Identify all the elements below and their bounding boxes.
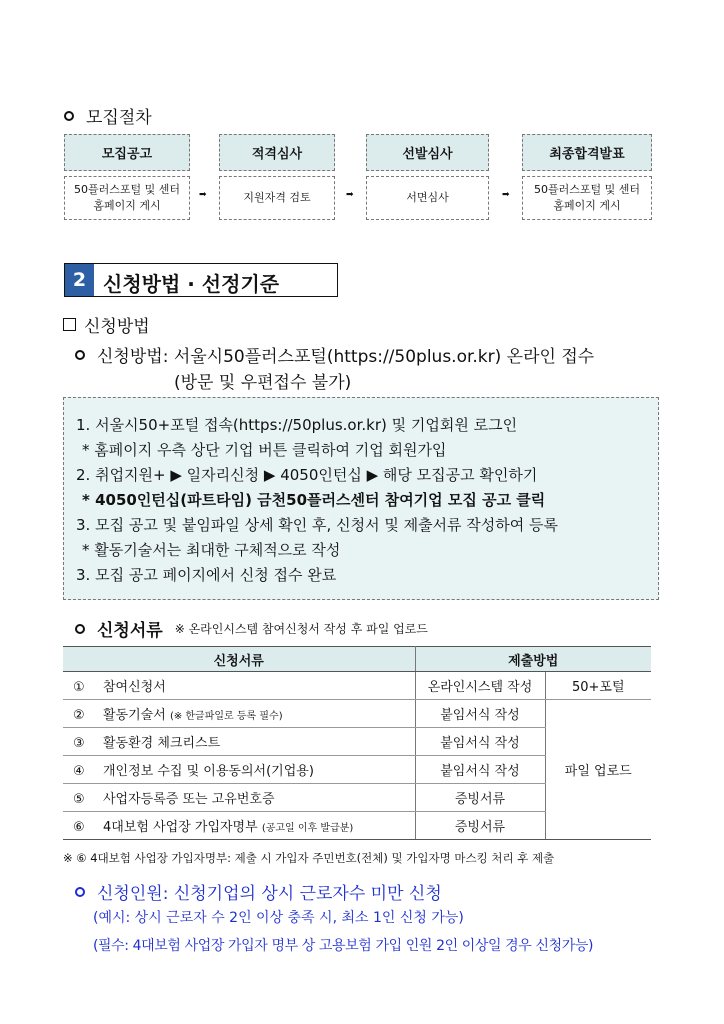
section-title: 신청방법 · 선정기준 [103,272,280,296]
step-line: * 홈페이지 우측 상단 기업 버튼 클릭하여 기업 회원가입 [82,441,447,459]
step-1-desc: 50플러스포털 및 센터 홈페이지 게시 [64,176,190,220]
section-number: 2 [65,264,94,296]
circle-bullet-icon [64,111,74,121]
applicants-line: 신청인원: 신청기업의 상시 근로자수 미만 신청 [75,879,442,904]
step-line: 1. 서울시50+포털 접속(https://50plus.or.kr) 및 기업회원 로그인 [76,416,518,434]
arrow-right-icon: ➡ [502,190,510,200]
apply-method-line: 신청방법: 서울시50플러스포털(https://50plus.or.kr) 온라인 접수 [75,342,594,367]
step-4-desc: 50플러스포털 및 센터 홈페이지 게시 [522,176,652,220]
step-line: * 4050인턴십(파트타임) 금천50플러스센터 참여기업 모집 공고 클릭 [82,491,546,509]
table-row: ① 참여신청서 온라인시스템 작성 50+포털 [63,672,651,700]
documents-table [63,646,651,840]
table-row: ⑤ 사업자등록증 또는 고유번호증 증빙서류 [63,784,651,812]
step-3-desc: 서면심사 [366,176,489,220]
portal-cell: 50+포털 [545,672,651,700]
documents-heading: 신청서류 ※ 온라인시스템 참여신청서 작성 후 파일 업로드 [75,616,428,641]
step-1-title: 모집공고 [64,134,190,171]
square-bullet-icon [63,318,76,331]
step-line: 3. 모집 공고 및 붙임파일 상세 확인 후, 신청서 및 제출서류 작성하여 등록 [76,516,559,534]
apply-steps-box [63,397,659,600]
documents-footnote: ※ ⑥ 4대보험 사업장 가입자명부: 제출 시 가입자 주민번호(전체) 및 가입자명 마스킹 처리 후 제출 [63,851,555,865]
table-row: ④ 개인정보 수집 및 이용동의서(기업용) 붙임서식 작성 [63,756,651,784]
table-row: ⑥ 4대보험 사업장 가입자명부 (공고일 이후 발급분) 증빙서류 [63,812,651,840]
circle-bullet-icon [75,887,85,897]
arrow-right-icon: ➡ [346,190,354,200]
step-3-title: 선발심사 [366,134,489,171]
step-4-title: 최종합격발표 [522,134,652,171]
circle-bullet-icon [75,350,85,360]
step-line: 2. 취업지원+ ▶ 일자리신청 ▶ 4050인턴십 ▶ 해당 모집공고 확인하기 [76,466,538,484]
upload-cell: 파일 업로드 [545,700,651,840]
applicants-example: (예시: 상시 근로자 수 2인 이상 충족 시, 최소 1인 신청 가능) [93,910,464,926]
arrow-right-icon: ➡ [199,190,207,200]
table-row: ② 활동기술서 (※ 한글파일로 등록 필수) 붙임서식 작성 파일 업로드 [63,700,651,728]
step-line: * 활동기술서는 최대한 구체적으로 작성 [82,541,341,559]
circle-bullet-icon [75,624,85,634]
procedure-heading: 모집절차 [64,103,152,128]
table-row: ③ 활동환경 체크리스트 붙임서식 작성 [63,728,651,756]
step-2-title: 적격심사 [219,134,335,171]
apply-method-note: (방문 및 우편접수 불가) [174,373,352,393]
table-header: 신청서류 제출방법 [63,647,651,672]
step-line: 3. 모집 공고 페이지에서 신청 접수 완료 [76,566,337,584]
section-header [64,263,338,297]
apply-method-heading: 신청방법 [63,312,150,337]
applicants-required: (필수: 4대보험 사업장 가입자 명부 상 고용보험 가입 인원 2인 이상일 경우 신청가능) [93,938,594,954]
step-2-desc: 지원자격 검토 [219,176,335,220]
